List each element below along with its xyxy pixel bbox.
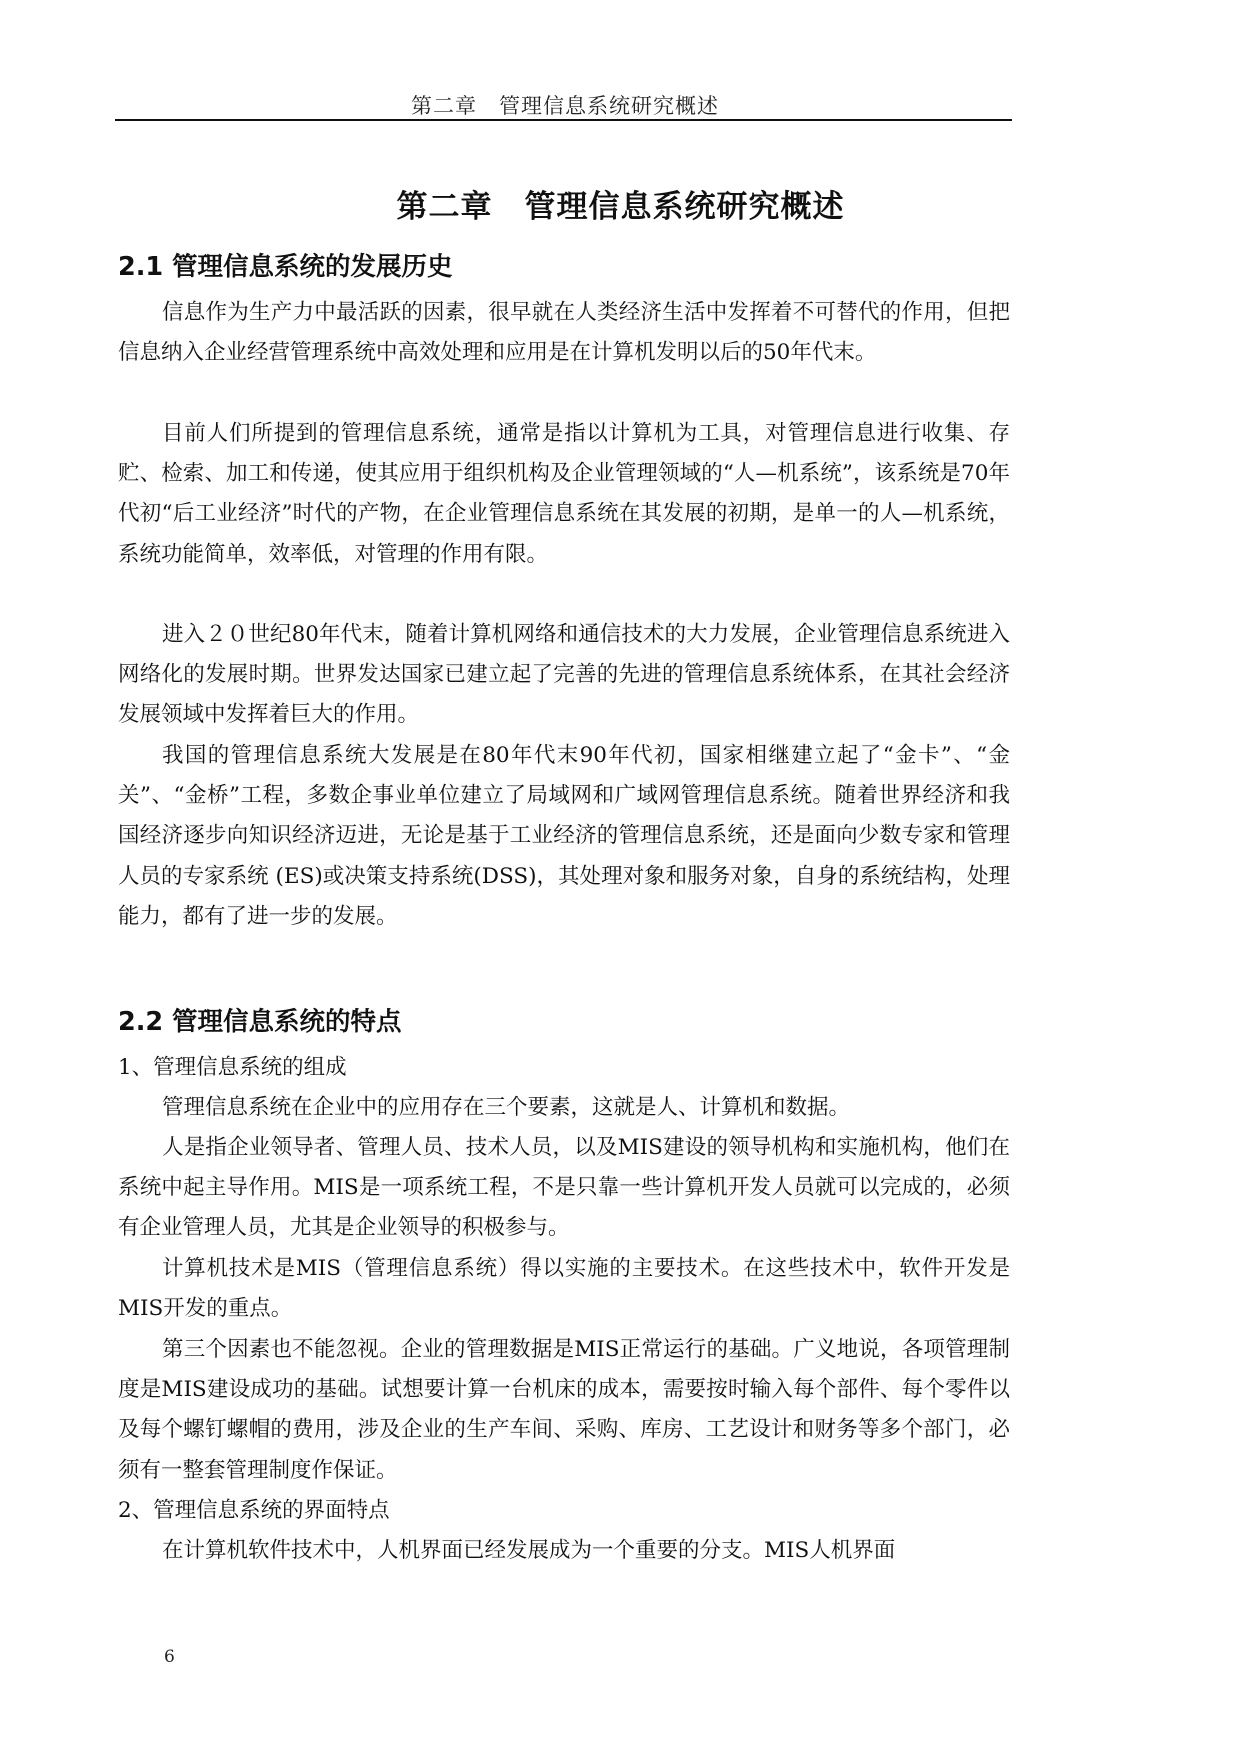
paragraph-people: 人是指企业领导者、管理人员、技术人员，以及MIS建设的领导机构和实施机构，他们在系统中起主导作用。MIS是一项系统工程，不是只靠一些计算机开发人员就可以完成的，必须有企业管理人员，尤其是企业领导的积极参与。 (118, 1135, 1010, 1241)
section-title-2-2: 2.2 管理信息系统的特点 (118, 1007, 402, 1037)
header-divider (115, 119, 1012, 121)
page-number: 6 (164, 1647, 175, 1667)
subheading-composition: 1、管理信息系统的组成 (118, 1055, 347, 1080)
section-title-2-1: 2.1 管理信息系统的发展历史 (118, 252, 453, 282)
paragraph-network-era: 进入２０世纪80年代末，随着计算机网络和通信技术的大力发展，企业管理信息系统进入网络化的发展时期。世界发达国家已建立起了完善的先进的管理信息系统体系，在其社会经济发展领域中发挥着巨大的作用。 (118, 622, 1010, 728)
paragraph-three-elements: 管理信息系统在企业中的应用存在三个要素，这就是人、计算机和数据。 (162, 1095, 851, 1120)
subheading-interface: 2、管理信息系统的界面特点 (118, 1498, 390, 1523)
paragraph-data-management: 第三个因素也不能忽视。企业的管理数据是MIS正常运行的基础。广义地说，各项管理制度是MIS建设成功的基础。试想要计算一台机床的成本，需要按时输入每个部件、每个零件以及每个螺钉螺帽的费用，涉及企业的生产车间、采购、库房、工艺设计和财务等多个部门，必须有一整套管理制度作保证。 (118, 1337, 1010, 1483)
paragraph-china-development: 我国的管理信息系统大发展是在80年代末90年代初，国家相继建立起了“金卡”、“金关”、“金桥”工程，多数企事业单位建立了局域网和广域网管理信息系统。随着世界经济和我国经济逐步向知识经济迈进，无论是基于工业经济的管理信息系统，还是面向少数专家和管理人员的专家系统 (ES)或决策支持系统(DSS)，其处理对象和服务对象，自身的系统结构，处理能力，都有了进一步的发展。 (118, 743, 1010, 929)
running-header: 第二章 管理信息系统研究概述 (411, 94, 719, 118)
paragraph-interface-intro: 在计算机软件技术中，人机界面已经发展成为一个重要的分支。MIS人机界面 (162, 1538, 896, 1563)
paragraph-mis-definition: 目前人们所提到的管理信息系统，通常是指以计算机为工具，对管理信息进行收集、存贮、检索、加工和传递，使其应用于组织机构及企业管理领域的“人—机系统”，该系统是70年代初“后工业经济”时代的产物，在企业管理信息系统在其发展的初期，是单一的人—机系统，系统功能简单，效率低，对管理的作用有限。 (118, 421, 1010, 567)
chapter-title: 第二章 管理信息系统研究概述 (396, 189, 845, 225)
paragraph-computer-tech: 计算机技术是MIS（管理信息系统）得以实施的主要技术。在这些技术中，软件开发是MIS开发的重点。 (118, 1256, 1010, 1322)
paragraph-history-intro: 信息作为生产力中最活跃的因素，很早就在人类经济生活中发挥着不可替代的作用，但把信息纳入企业经营管理系统中高效处理和应用是在计算机发明以后的50年代末。 (118, 300, 1010, 366)
